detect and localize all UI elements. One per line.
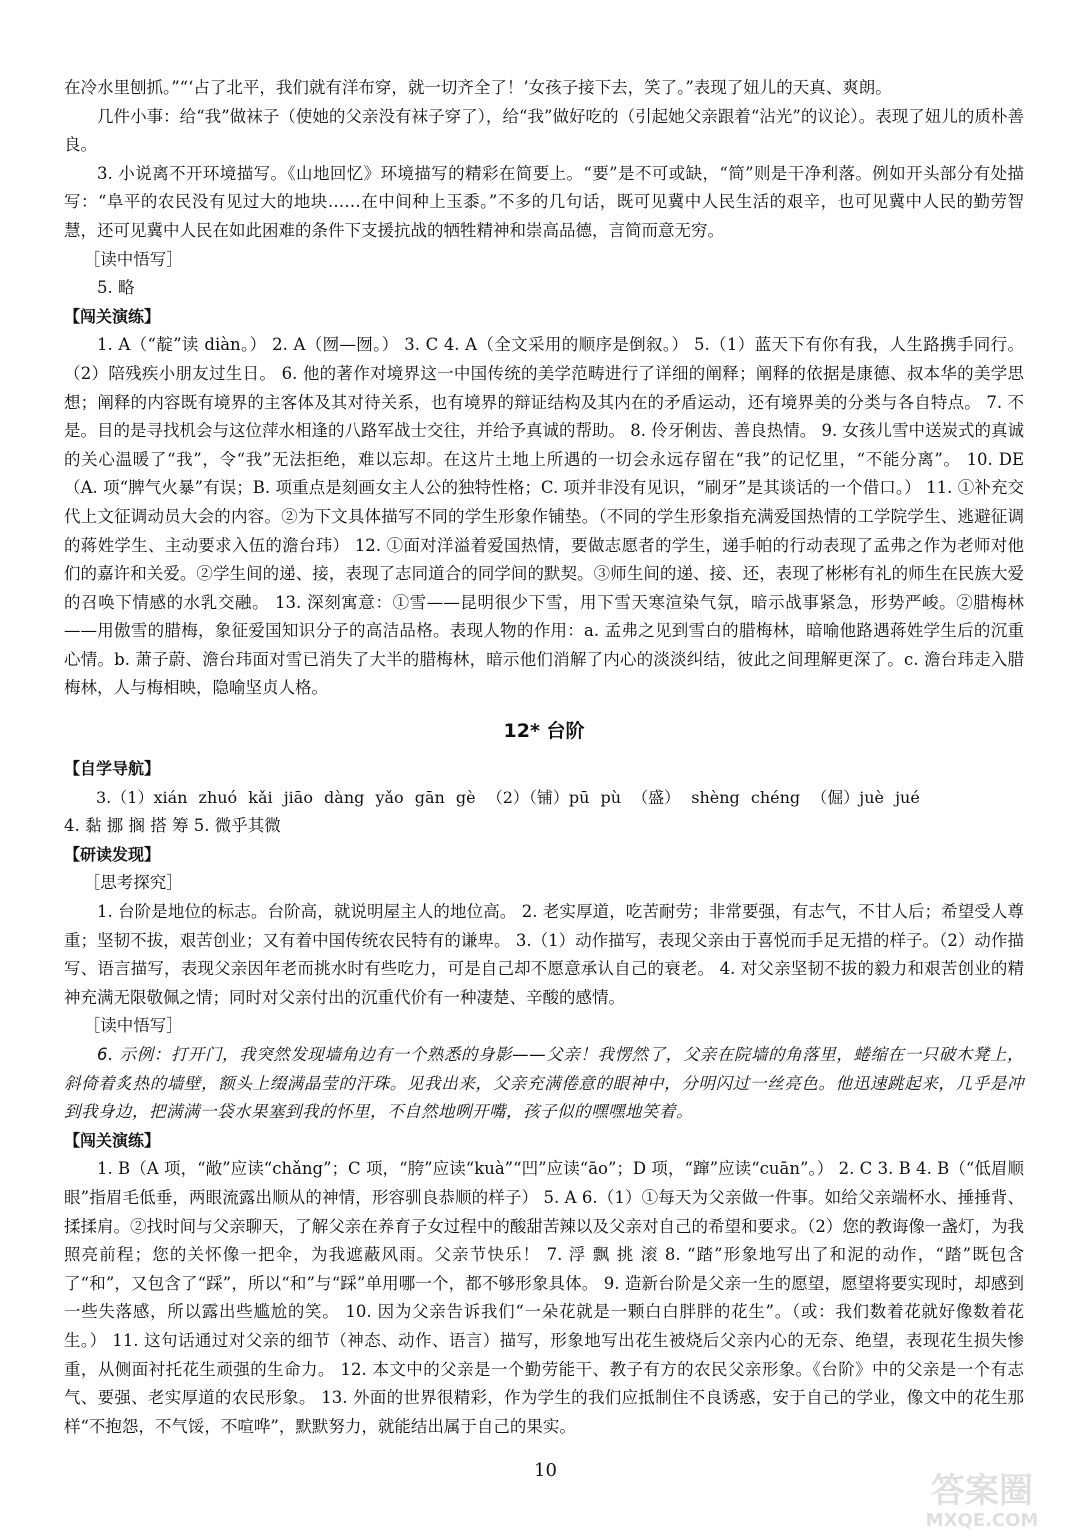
answers-paragraph: 1. B（A 项，“敞”应读“chǎng”；C 项，“胯”应读“kuà”“凹”应读“āo”；D 项，“蹿”应读“cuān”。） 2. C 3. B 4. B（“低眉顺眼”指眉毛低垂，两眼流露出顺从的神情，形容驯良恭顺的样子） 5. A 6.（1）①每天为父亲做一件事。如给父亲端杯水、捶捶背、揉揉肩。②找时间与父亲聊天，了解父亲在养育子女过程中的酸甜苦辣以及父亲对自己的希望和要求。（2）您的教诲像一盏灯，为我照亮前程；您的关怀像一把伞，为我遮蔽风雨。父亲节快乐！ 7. 浮 飘 挑 滚 8. “踏”形象地写出了和泥的动作，“踏”既包含了“和”，又包含了“踩”，所以“和”与“踩”单用哪一个，都不够形象具体。 9. 造新台阶是父亲一生的愿望，愿望将要实现时，却感到一些失落感，所以露出些尴尬的笑。 10. 因为父亲告诉我们“一朵花就是一颗白白胖胖的花生”。（或：我们数着花就好像数着花生。） 11. 这句话通过对父亲的细节（神态、动作、语言）描写，形象地写出花生被烧后父亲内心的无奈、绝望，表现花生损失惨重，从侧面衬托花生顽强的生命力。 12. 本文中的父亲是一个勤劳能干、教子有方的农民父亲形象。《台阶》中的父亲是一个有志气、要强、老实厚道的农民形象。 13. 外面的世界很精彩，作为学生的我们应抵制住不良诱惑，安于自己的学业，像文中的花生那样“不抱怨，不气馁，不喧哗”，默默努力，就能结出属于自己的果实。 [64,1159,1024,1436]
watermark-text: 答案圈 [931,1471,1033,1511]
subsection-heading: ［读中悟写］ [83,249,183,269]
section-heading: 【闯关演练】 [64,1130,161,1150]
paragraph: 在冷水里刨抓。”“‘占了北平，我们就有洋布穿，就一切齐全了！’女孩子接下去，笑了。”表现了妞儿的天真、爽朗。 [64,78,892,97]
paragraph: 3. 小说离不开环境描写。《山地回忆》环境描写的精彩在简要上。“要”是不可或缺，“简”则是干净利落。例如开头部分有处描写：“阜平的农民没有见过大的地块……在中间种上玉黍。”不多的几句话，既可见冀中人民生活的艰辛，也可见冀中人民的勤劳智慧，还可见冀中人民在如此困难的条件下支援抗战的牺牲精神和崇高品德，言简而意无穷。 [64,163,1024,240]
lesson-title: 12* 台阶 [503,720,585,743]
page-number: 10 [534,1460,557,1481]
subsection-heading: ［思考探究］ [83,873,183,893]
page-content [64,74,1024,1441]
paragraph: 4. 黏 挪 搁 搭 筹 5. 微乎其微 [64,816,281,836]
subsection-heading: ［读中悟写］ [83,1016,183,1036]
sample-paragraph: 6. 示例：打开门，我突然发现墙角边有一个熟悉的身影——父亲！我愣然了，父亲在院墙的角落里，蜷缩在一只破木凳上，斜倚着炙热的墙壁，额头上缀满晶莹的汗珠。见我出来，父亲充满倦意的眼神中，分明闪过一丝亮色。他迅速跳起来，几乎是冲到我身边，把满满一袋水果塞到我的怀里，不自然地咧开嘴，孩子似的嘿嘿地笑着。 [64,1045,1024,1122]
section-heading: 【自学导航】 [64,759,161,779]
section-heading: 【研读发现】 [64,844,161,864]
paragraph: 1. 台阶是地位的标志。台阶高，就说明屋主人的地位高。 2. 老实厚道，吃苦耐劳；非常要强，有志气，不甘人后；希望受人尊重；坚韧不拔，艰苦创业；又有着中国传统农民特有的谦卑。 3.（1）动作描写，表现父亲由于喜悦而手足无措的样子。（2）动作描写、语言描写，表现父亲因年老而挑水时有些吃力，可是自己却不愿意承认自己的衰老。 4. 对父亲坚韧不拔的毅力和艰苦创业的精神充满无限敬佩之情；同时对父亲付出的沉重代价有一种凄楚、辛酸的感情。 [64,902,1024,1007]
watermark-url: MXQE.COM [925,1510,1039,1530]
pinyin-line: 3.（1）xián zhuó kǎi jiāo dàng yǎo gān gè （2）（铺）pū pù （盛） shèng chéng （倔）juè jué [96,787,920,807]
paragraph: 几件小事：给“我”做袜子（使她的父亲没有袜子穿了），给“我”做好吃的（引起她父亲跟着“沾光”的议论）。表现了妞儿的质朴善良。 [64,106,1024,155]
answers-paragraph: 1. A（“靛”读 diàn。） 2. A（囫—囫。） 3. C 4. A（全文采用的顺序是倒叙。） 5.（1）蓝天下有你有我，人生路携手同行。（2）陪残疾小朋友过生日。 6. 他的著作对境界这一中国传统的美学范畴进行了详细的阐释；阐释的依据是康德、叔本华的美学思想；阐释的内容既有境界的主客体及其对待关系，也有境界的辩证结构及其内在的矛盾运动，还有境界美的分类与各自特点。 7. 不是。目的是寻找机会与这位萍水相逢的八路军战士交往，并给予真诚的帮助。 8. 伶牙俐齿、善良热情。 9. 女孩儿雪中送炭式的真诚的关心温暖了“我”，令“我”无法拒绝，难以忘却。在这片土地上所遇的一切会永远存留在“我”的记忆里，“不能分离”。 10. DE （A. 项“脾气火暴”有误；B. 项重点是刻画女主人公的独特性格；C. 项并非没有见识，“刷牙”是其谈话的一个借口。） 11. ①补充交代上文征调动员大会的内容。②为下文具体描写不同的学生形象作铺垫。（不同的学生形象指充满爱国热情的工学院学生、逃避征调的蒋姓学生、主动要求入伍的澹台玮） 12. ①面对洋溢着爱国热情，要做志愿者的学生，递手帕的行动表现了孟弗之作为老师对他们的嘉许和关爱。②学生间的递、接，表现了志同道合的同学间的默契。③师生间的递、接、还，表现了彬彬有礼的师生在民族大爱的召唤下情感的水乳交融。 13. 深刻寓意：①雪——昆明很少下雪，用下雪天寒渲染气氛，暗示战事紧急，形势严峻。②腊梅林——用傲雪的腊梅，象征爱国知识分子的高洁品格。表现人物的作用：a. 孟弗之见到雪白的腊梅林，暗喻他路遇蒋姓学生后的沉重心情。b. 萧子蔚、澹台玮面对雪已消失了大半的腊梅林，暗示他们消解了内心的淡淡纠结，彼此之间理解更深了。c. 澹台玮走入腊梅林，人与梅相映，隐喻坚贞人格。 [64,335,1024,698]
watermark-logo [887,1466,1077,1530]
section-heading: 【闯关演练】 [64,306,161,326]
paragraph: 5. 略 [97,278,135,298]
